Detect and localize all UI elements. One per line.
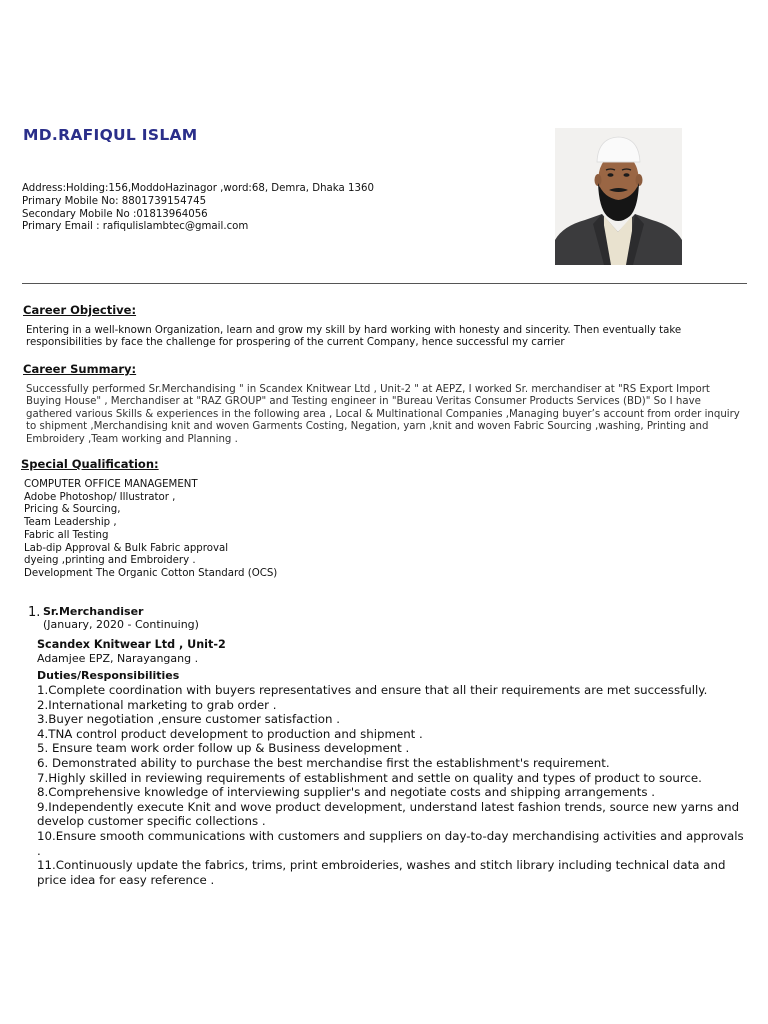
job-period: (January, 2020 - Continuing) bbox=[43, 618, 199, 631]
duty-item: 10.Ensure smooth communications with customers and suppliers on day-to-day merchandising activities and approvals . bbox=[37, 828, 744, 858]
list-item: Pricing & Sourcing, bbox=[24, 504, 121, 516]
list-item: Adobe Photoshop/ Illustrator , bbox=[24, 491, 176, 503]
list-item: Fabric all Testing bbox=[24, 529, 109, 541]
duties-list bbox=[37, 683, 749, 887]
duty-item: 9.Independently execute Knit and wove product development, understand latest fashion trends, source new yarns and develop customer specific collections . bbox=[37, 799, 740, 829]
career-summary-text: Successfully performed Sr.Merchandising " in Scandex Knitwear Ltd , Unit-2 " at AEPZ, I worked Sr. merchandiser at "RS Export Import Buying House" , Merchandiser at "RAZ GROUP" and Testing engineer in "Bureau Veritas Consumer Products Services (BD)" So I have gathered various Skills & experiences in the following area , Local & Multinational Companies ,Managing buyer’s account from order inquiry to shipment ,Merchandising knit and woven Garments Costing, Negation, yarn ,knit and woven Fabric Sourcing ,washing, Printing and Embroidery ,Team working and Planning . bbox=[26, 384, 740, 445]
career-summary-heading: Career Summary: bbox=[23, 362, 137, 376]
header-divider bbox=[22, 283, 747, 284]
duties-heading: Duties/Responsibilities bbox=[37, 669, 180, 682]
duty-item: 6. Demonstrated ability to purchase the best merchandise first the establishment's requirement. bbox=[37, 755, 610, 770]
duty-item: 11.Continuously update the fabrics, trims, print embroideries, washes and stitch library including technical data and price idea for easy reference . bbox=[37, 858, 726, 887]
duty-item: 1.Complete coordination with buyers representatives and ensure that all their requirements are met successfully. bbox=[37, 683, 708, 697]
list-item: Development The Organic Cotton Standard (OCS) bbox=[24, 567, 278, 579]
primary-email-line: Primary Email : rafiqulislambtec@gmail.com bbox=[22, 221, 249, 233]
duty-item: 5. Ensure team work order follow up & Business development . bbox=[37, 741, 410, 756]
job-title: Sr.Merchandiser bbox=[43, 605, 144, 618]
company-name: Scandex Knitwear Ltd , Unit-2 bbox=[37, 638, 226, 651]
special-qualification-heading: Special Qualification: bbox=[21, 457, 159, 471]
career-objective-text: Entering in a well-known Organization, learn and grow my skill by hard working with honesty and sincerity. Then eventually take responsibilities by face the challenge for prospering of the current Company, hence successful my carrier bbox=[26, 325, 682, 349]
primary-mobile-line: Primary Mobile No: 8801739154745 bbox=[22, 195, 207, 207]
qualification-list bbox=[24, 479, 277, 581]
duty-item: 4.TNA control product development to production and shipment . bbox=[37, 726, 423, 741]
list-item: Lab-dip Approval & Bulk Fabric approval bbox=[24, 542, 229, 554]
duty-item: 8.Comprehensive knowledge of interviewing supplier's and negotiate costs and shipping arrangements . bbox=[37, 785, 656, 800]
job-number: 1. bbox=[28, 605, 41, 620]
profile-photo bbox=[555, 128, 682, 265]
company-location: Adamjee EPZ, Narayangang . bbox=[37, 652, 199, 665]
portrait-image bbox=[555, 128, 682, 265]
duty-item: 3.Buyer negotiation ,ensure customer satisfaction . bbox=[37, 712, 340, 727]
career-objective-heading: Career Objective: bbox=[23, 303, 137, 317]
list-item: Team Leadership , bbox=[24, 517, 117, 529]
secondary-mobile-line: Secondary Mobile No :01813964056 bbox=[22, 208, 208, 220]
list-item: dyeing ,printing and Embroidery . bbox=[24, 555, 196, 567]
candidate-name: MD.RAFIQUL ISLAM bbox=[23, 126, 198, 144]
duty-item: 2.International marketing to grab order . bbox=[37, 697, 277, 712]
address-line: Address:Holding:156,ModdoHazinagor ,word:68, Demra, Dhaka 1360 bbox=[22, 183, 374, 194]
list-item: COMPUTER OFFICE MANAGEMENT bbox=[24, 479, 198, 490]
contact-block bbox=[22, 183, 374, 234]
duty-item: 7.Highly skilled in reviewing requirements of establishment and settle on quality and types of product to source. bbox=[37, 770, 702, 785]
